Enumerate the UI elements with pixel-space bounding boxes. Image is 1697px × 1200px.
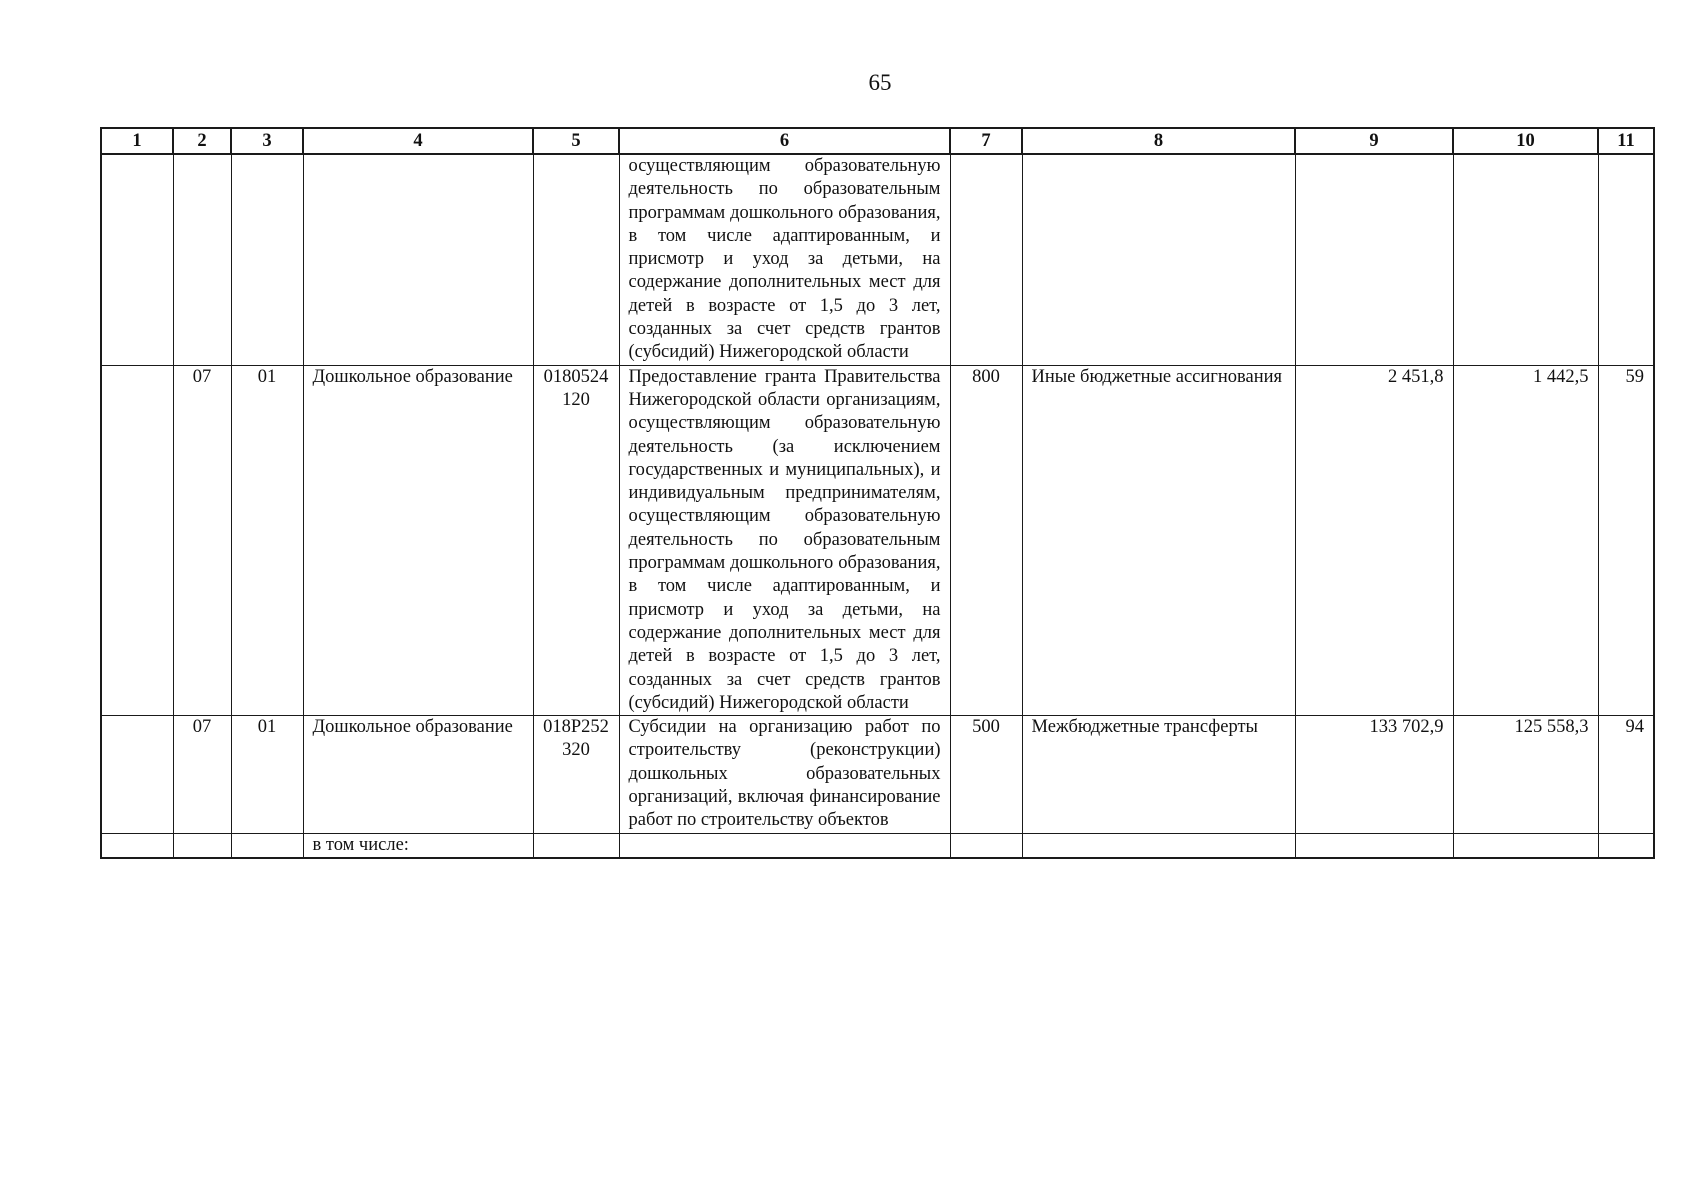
table-row bbox=[101, 716, 1654, 833]
cell-section-name: Дошкольное образование bbox=[303, 716, 533, 833]
column-header-9: 9 bbox=[1295, 128, 1453, 154]
cell-section: 07 bbox=[173, 365, 231, 715]
cell-section bbox=[173, 154, 231, 365]
cell-amount-actual: 1 442,5 bbox=[1453, 365, 1598, 715]
cell-percent: 94 bbox=[1598, 716, 1654, 833]
table-row bbox=[101, 365, 1654, 715]
cell-expense-type-name bbox=[1022, 154, 1295, 365]
budget-table bbox=[100, 127, 1655, 859]
cell-amount-planned bbox=[1295, 154, 1453, 365]
page-number: 65 bbox=[868, 70, 892, 95]
cell-col1 bbox=[101, 833, 173, 858]
cell-description: Предоставление гранта Правительства Нижегородской области организациям, осуществляющим образовательную деятельность (за исключением государственных и муниципальных), и индивидуальным предпринимателям, осуществляющим образовательную деятельность по образовательным программам дошкольного образования, в том числе адаптированным, и присмотр и уход за детьми, на содержание дополнительных мест для детей в возрасте от 1,5 до 3 лет, созданных за счет средств грантов (субсидий) Нижегородской области bbox=[619, 365, 950, 715]
column-header-1: 1 bbox=[101, 128, 173, 154]
cell-percent: 59 bbox=[1598, 365, 1654, 715]
column-header-10: 10 bbox=[1453, 128, 1598, 154]
cell-target-code bbox=[533, 833, 619, 858]
cell-amount-actual: 125 558,3 bbox=[1453, 716, 1598, 833]
cell-target-code bbox=[533, 154, 619, 365]
cell-expense-type-name: Межбюджетные трансферты bbox=[1022, 716, 1295, 833]
cell-target-code: 018P252320 bbox=[533, 716, 619, 833]
column-header-11: 11 bbox=[1598, 128, 1654, 154]
cell-col1 bbox=[101, 365, 173, 715]
cell-section: 07 bbox=[173, 716, 231, 833]
cell-expense-type: 800 bbox=[950, 365, 1022, 715]
cell-section bbox=[173, 833, 231, 858]
cell-subsection: 01 bbox=[231, 365, 303, 715]
cell-amount-planned: 2 451,8 bbox=[1295, 365, 1453, 715]
cell-expense-type-name: Иные бюджетные ассигнования bbox=[1022, 365, 1295, 715]
column-header-3: 3 bbox=[231, 128, 303, 154]
cell-expense-type: 500 bbox=[950, 716, 1022, 833]
column-header-4: 4 bbox=[303, 128, 533, 154]
column-header-7: 7 bbox=[950, 128, 1022, 154]
column-header-8: 8 bbox=[1022, 128, 1295, 154]
cell-description bbox=[619, 833, 950, 858]
table-row bbox=[101, 833, 1654, 858]
cell-expense-type-name bbox=[1022, 833, 1295, 858]
cell-subsection: 01 bbox=[231, 716, 303, 833]
cell-subsection bbox=[231, 154, 303, 365]
cell-amount-planned: 133 702,9 bbox=[1295, 716, 1453, 833]
cell-section-name: в том числе: bbox=[303, 833, 533, 858]
cell-target-code: 0180524120 bbox=[533, 365, 619, 715]
cell-description: Субсидии на организацию работ по строительству (реконструкции) дошкольных образовательных организаций, включая финансирование работ по строительству объектов bbox=[619, 716, 950, 833]
header-row bbox=[101, 128, 1654, 154]
cell-section-name bbox=[303, 154, 533, 365]
cell-amount-actual bbox=[1453, 833, 1598, 858]
column-header-6: 6 bbox=[619, 128, 950, 154]
column-header-2: 2 bbox=[173, 128, 231, 154]
table-row bbox=[101, 154, 1654, 365]
cell-percent bbox=[1598, 833, 1654, 858]
cell-section-name: Дошкольное образование bbox=[303, 365, 533, 715]
cell-expense-type bbox=[950, 833, 1022, 858]
cell-description: осуществляющим образовательную деятельность по образовательным программам дошкольного образования, в том числе адаптированным, и присмотр и уход за детьми, на содержание дополнительных мест для детей в возрасте от 1,5 до 3 лет, созданных за счет средств грантов (субсидий) Нижегородской области bbox=[619, 154, 950, 365]
cell-amount-actual bbox=[1453, 154, 1598, 365]
cell-expense-type bbox=[950, 154, 1022, 365]
column-header-5: 5 bbox=[533, 128, 619, 154]
cell-col1 bbox=[101, 154, 173, 365]
cell-col1 bbox=[101, 716, 173, 833]
cell-percent bbox=[1598, 154, 1654, 365]
cell-subsection bbox=[231, 833, 303, 858]
cell-amount-planned bbox=[1295, 833, 1453, 858]
